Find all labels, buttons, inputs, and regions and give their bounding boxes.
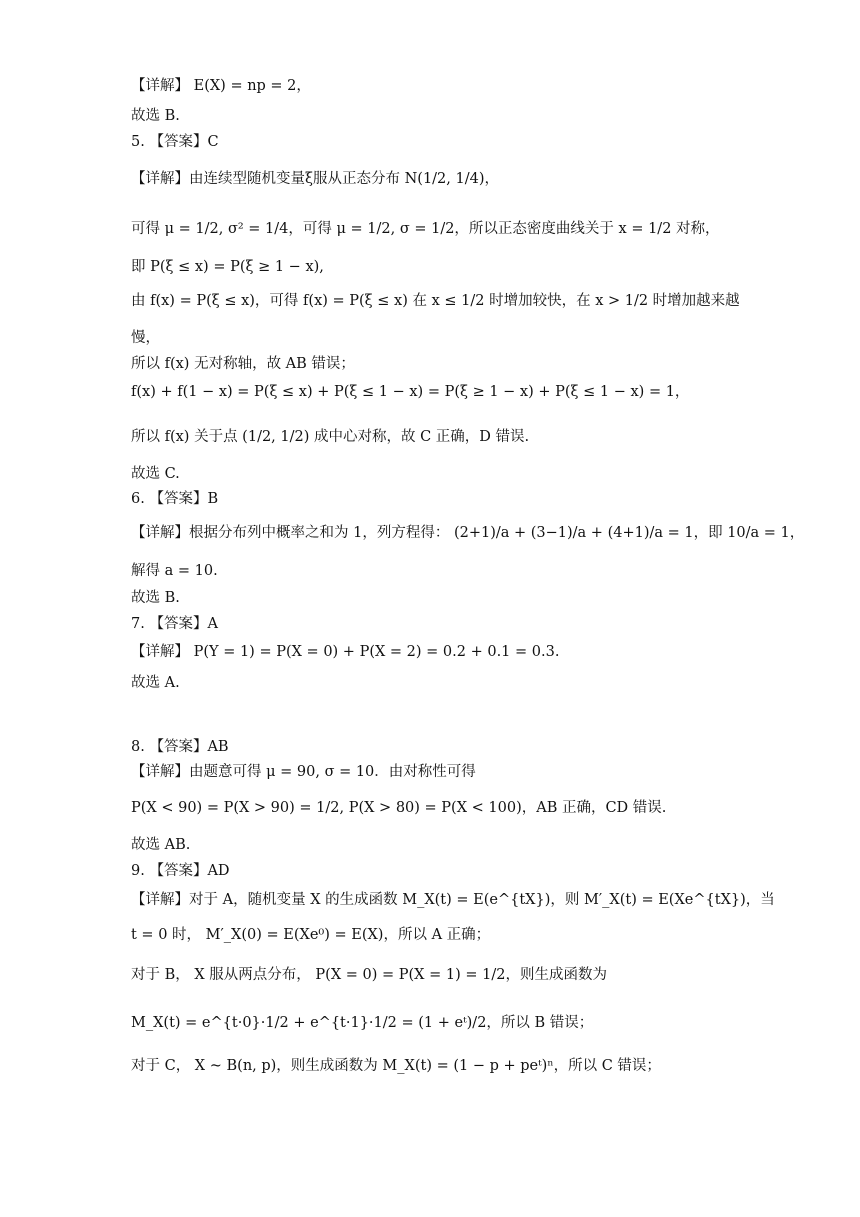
text-line: 【详解】根据分布列中概率之和为 1，列方程得： (2+1)/a + (3−1)/a + (4+1)/a = 1，即 10/a = 1，: [131, 525, 805, 541]
text-line: 【详解】对于 A，随机变量 X 的生成函数 M_X(t) = E(e^{tX})，则 M′_X(t) = E(Xe^{tX})，当: [131, 892, 775, 908]
text-line: t = 0 时， M′_X(0) = E(Xe⁰) = E(X)，所以 A 正确；: [131, 927, 491, 943]
formula-line: P(X < 90) = P(X > 90) = 1/2, P(X > 80) = P(X < 100)，AB 正确，CD 错误.: [131, 800, 667, 816]
text-line: 【详解】 E(X) = np = 2，: [131, 78, 311, 94]
text-line: 由 f(x) = P(ξ ≤ x)，可得 f(x) = P(ξ ≤ x) 在 x ≤ 1/2 时增加较快，在 x > 1/2 时增加越来越: [131, 293, 740, 309]
text-line: 故选 A.: [131, 675, 180, 691]
formula-line: f(x) + f(1 − x) = P(ξ ≤ x) + P(ξ ≤ 1 − x) = P(ξ ≥ 1 − x) + P(ξ ≤ 1 − x) = 1，: [131, 384, 690, 400]
formula-line: M_X(t) = e^{t·0}·1/2 + e^{t·1}·1/2 = (1 + eᵗ)/2，所以 B 错误；: [131, 1015, 594, 1031]
question-8-answer: 8. 【答案】AB: [131, 739, 229, 755]
text-line: 解得 a = 10.: [131, 563, 218, 579]
text-line: 所以 f(x) 无对称轴，故 AB 错误；: [131, 356, 355, 372]
question-6-answer: 6. 【答案】B: [131, 491, 219, 507]
text-line: 所以 f(x) 关于点 (1/2, 1/2) 成中心对称，故 C 正确，D 错误.: [131, 429, 530, 445]
formula-line: 【详解】 P(Y = 1) = P(X = 0) + P(X = 2) = 0.2 + 0.1 = 0.3.: [131, 644, 560, 660]
text-line: 对于 B， X 服从两点分布， P(X = 0) = P(X = 1) = 1/2，则生成函数为: [131, 967, 607, 983]
text-line: 故选 B.: [131, 108, 180, 124]
text-line: 【详解】由题意可得 μ = 90, σ = 10．由对称性可得: [131, 764, 476, 780]
text-line: 即 P(ξ ≤ x) = P(ξ ≥ 1 − x),: [131, 259, 324, 275]
text-line: 对于 C， X ~ B(n, p)，则生成函数为 M_X(t) = (1 − p + peᵗ)ⁿ，所以 C 错误；: [131, 1058, 661, 1074]
question-7-answer: 7. 【答案】A: [131, 616, 218, 632]
text-line: 故选 AB.: [131, 837, 191, 853]
text-line: 慢，: [131, 330, 160, 346]
question-5-answer: 5. 【答案】C: [131, 134, 219, 150]
text-line: 故选 B.: [131, 590, 180, 606]
text-line: 可得 μ = 1/2, σ² = 1/4，可得 μ = 1/2, σ = 1/2，所以正态密度曲线关于 x = 1/2 对称，: [131, 221, 720, 237]
text-line: 【详解】由连续型随机变量ξ服从正态分布 N(1/2, 1/4)，: [131, 171, 499, 187]
text-line: 故选 C.: [131, 466, 180, 482]
question-9-answer: 9. 【答案】AD: [131, 863, 230, 879]
